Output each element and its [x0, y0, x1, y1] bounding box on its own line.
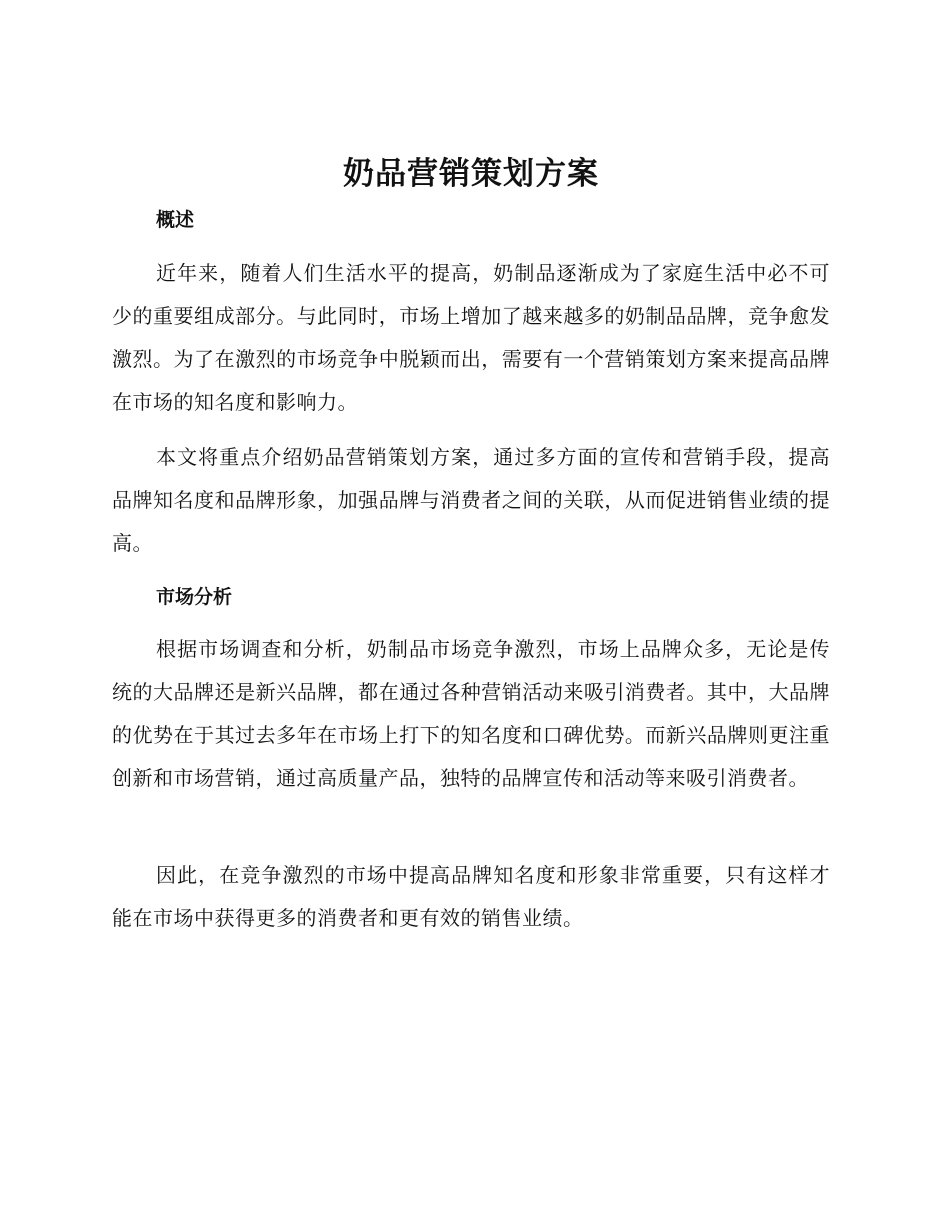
paragraph-market-2: 因此，在竞争激烈的市场中提高品牌知名度和形象非常重要，只有这样才能在市场中获得更多的消费者和更有效的销售业绩。 — [112, 863, 830, 930]
section-heading-overview: 概述 — [156, 209, 195, 231]
paragraph-overview-2: 本文将重点介绍奶品营销策划方案，通过多方面的宣传和营销手段，提高品牌知名度和品牌形象，加强品牌与消费者之间的关联，从而促进销售业绩的提高。 — [112, 445, 830, 555]
document-title: 奶品营销策划方案 — [343, 156, 599, 192]
paragraph-market-1: 根据市场调查和分析，奶制品市场竞争激烈，市场上品牌众多，无论是传统的大品牌还是新兴品牌，都在通过各种营销活动来吸引消费者。其中，大品牌的优势在于其过去多年在市场上打下的知名度和口碑优势。而新兴品牌则更注重创新和市场营销，通过高质量产品，独特的品牌宣传和活动等来吸引消费者。 — [112, 637, 830, 790]
section-heading-market-analysis: 市场分析 — [156, 586, 233, 608]
paragraph-overview-1: 近年来，随着人们生活水平的提高，奶制品逐渐成为了家庭生活中必不可少的重要组成部分。与此同时，市场上增加了越来越多的奶制品品牌，竞争愈发激烈。为了在激烈的市场竞争中脱颖而出，需要有一个营销策划方案来提高品牌在市场的知名度和影响力。 — [112, 261, 830, 414]
